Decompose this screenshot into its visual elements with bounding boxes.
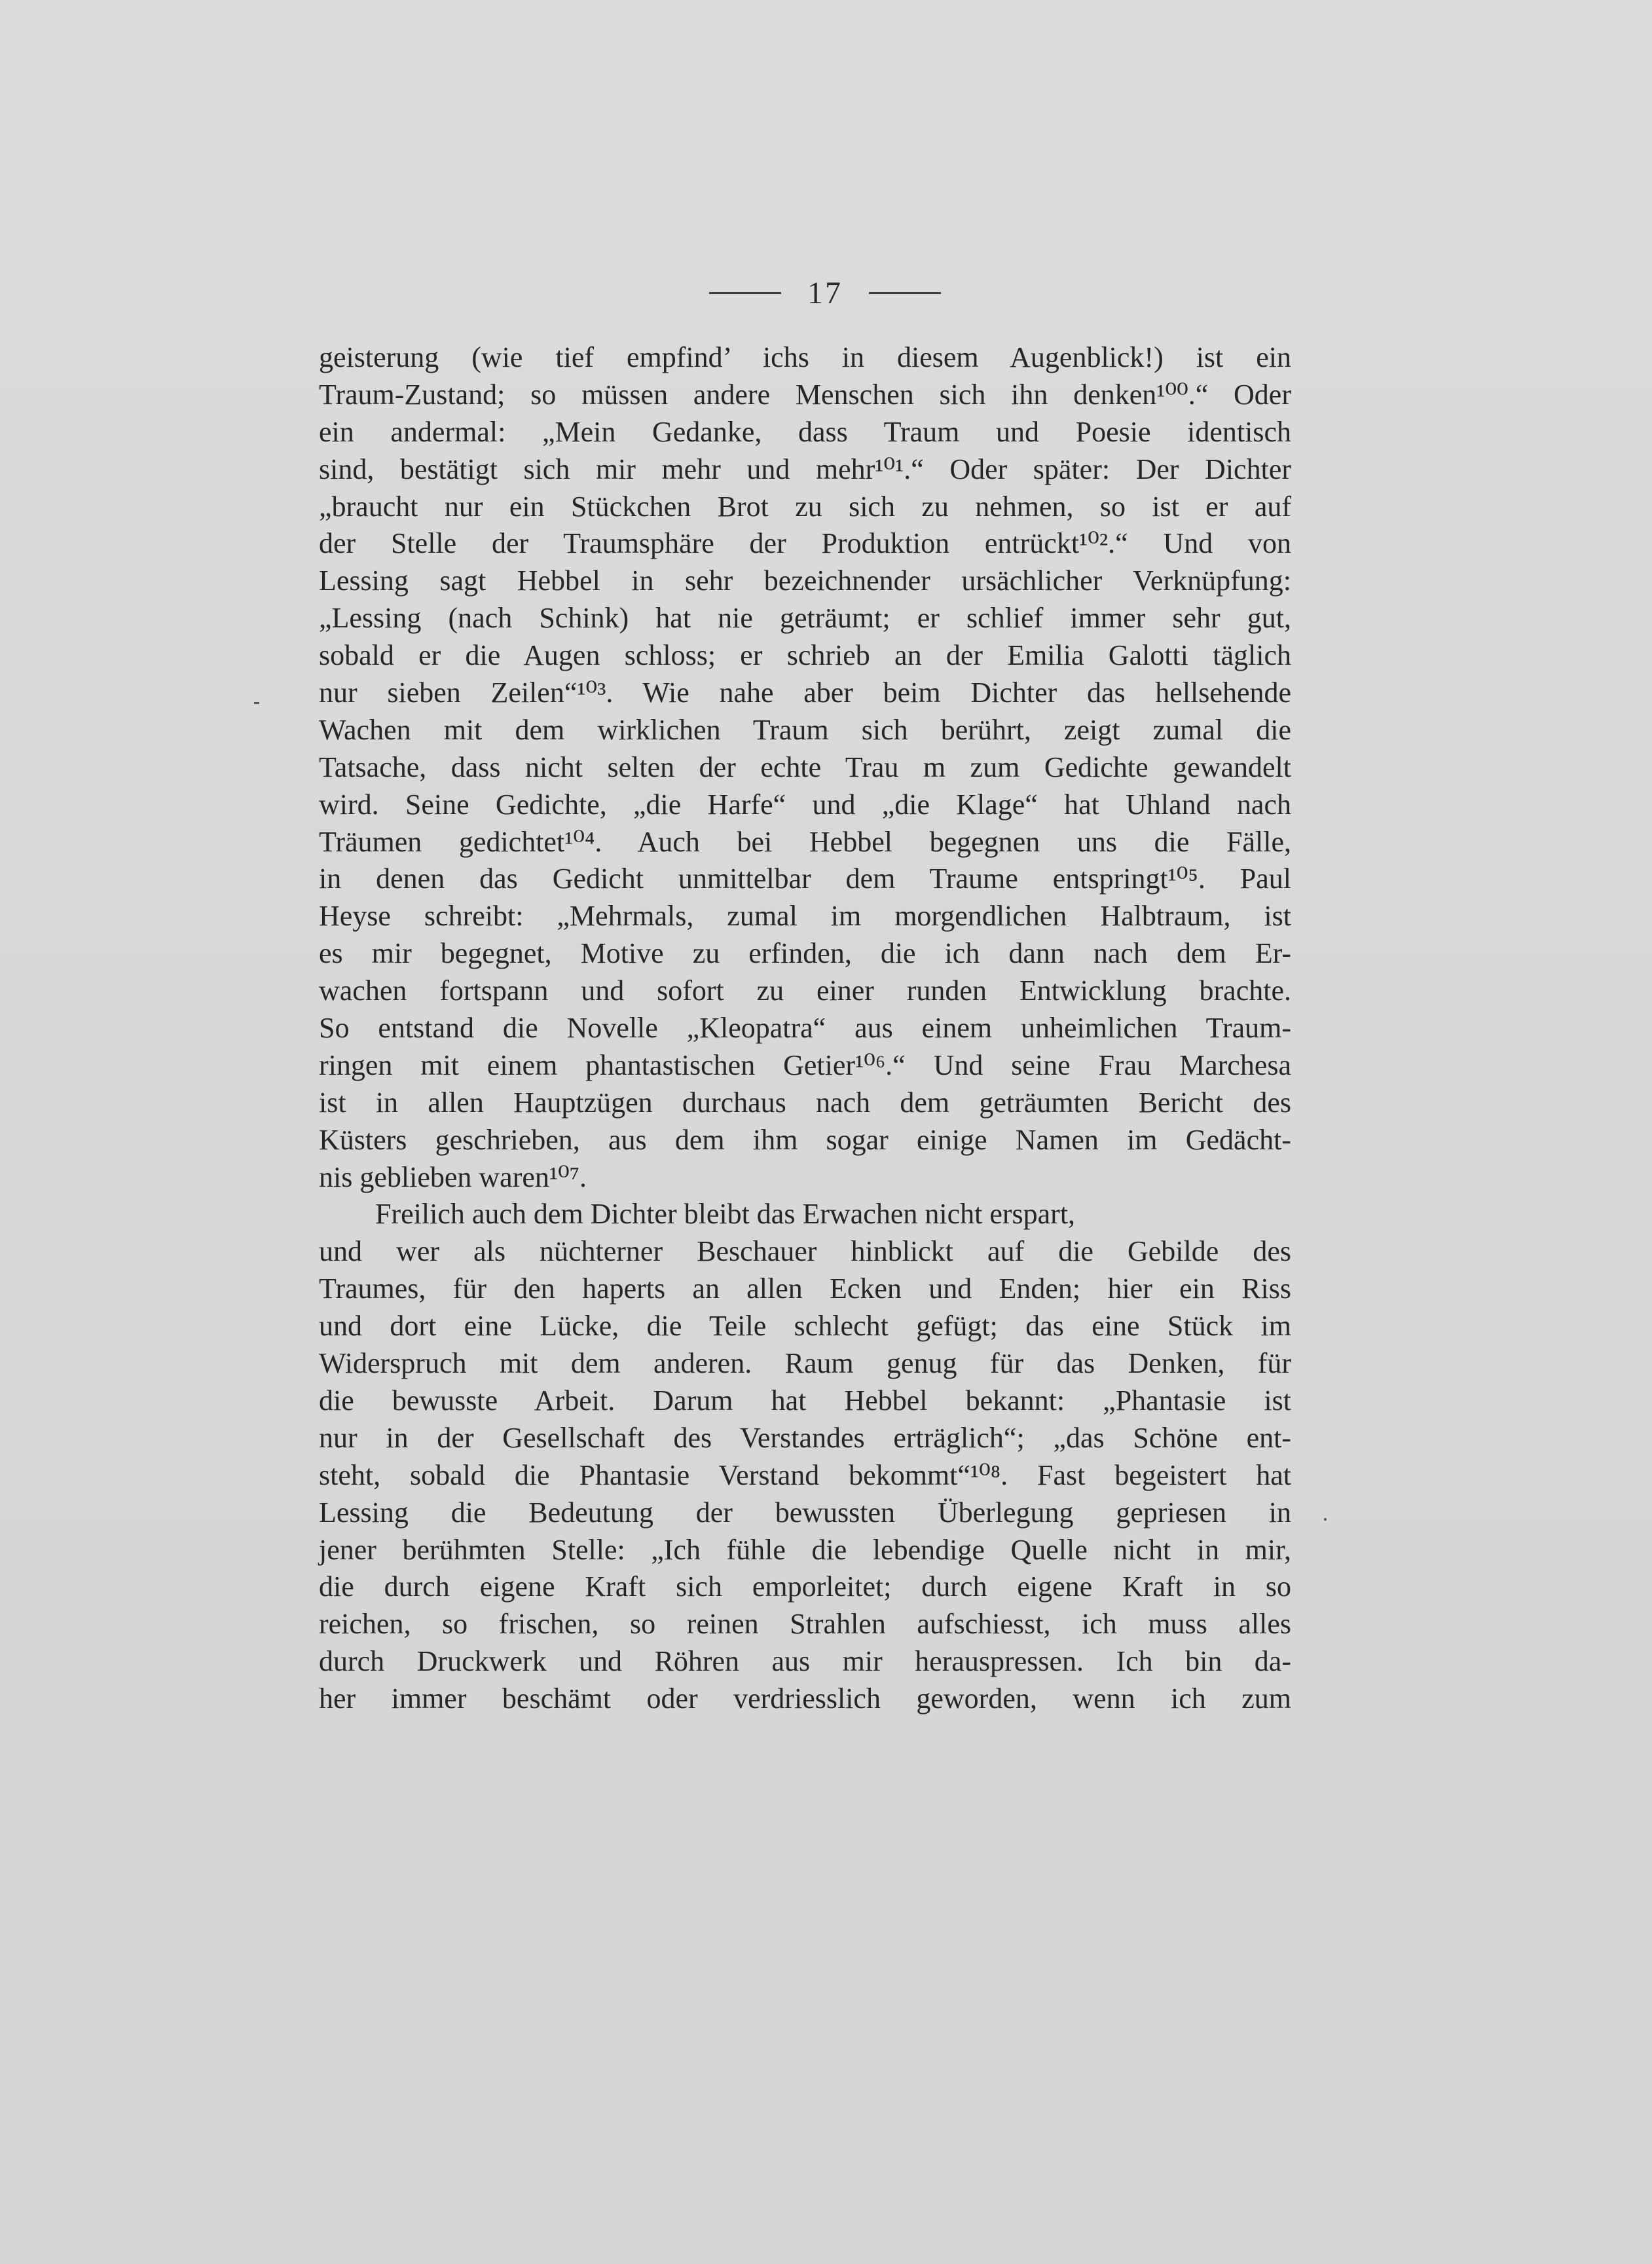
text-line: reichen, so frischen, so reinen Strahlen aufschiesst, ich muss alles [319, 1608, 1291, 1641]
text-line: Traum-Zustand; so müssen andere Menschen sich ihn denken¹⁰⁰.“ Oder [319, 378, 1291, 411]
text-line: „Lessing (nach Schink) hat nie geträumt; er schlief immer sehr gut, [319, 602, 1291, 635]
page-number: 17 [807, 275, 843, 310]
text-line: Tatsache, dass nicht selten der echte Trau m zum Gedichte gewandelt [319, 751, 1291, 783]
body-text [319, 339, 1291, 1718]
text-line: Lessing die Bedeutung der bewussten Überlegung gepriesen in [319, 1496, 1291, 1529]
text-line: in denen das Gedicht unmittelbar dem Traume entspringt¹⁰⁵. Paul [319, 863, 1291, 895]
text-line: Freilich auch dem Dichter bleibt das Erwachen nicht erspart, [375, 1198, 1076, 1231]
text-line: es mir begegnet, Motive zu erfinden, die ich dann nach dem Er- [319, 937, 1291, 970]
text-line: wird. Seine Gedichte, „die Harfe“ und „die Klage“ hat Uhland nach [319, 788, 1291, 821]
text-line: Wachen mit dem wirklichen Traum sich berührt, zeigt zumal die [319, 713, 1291, 746]
text-line: sind, bestätigt sich mir mehr und mehr¹⁰¹.“ Oder später: Der Dichter [319, 453, 1291, 485]
text-line: Heyse schreibt: „Mehrmals, zumal im morgendlichen Halbtraum, ist [319, 900, 1291, 933]
text-line: steht, sobald die Phantasie Verstand bekommt“¹⁰⁸. Fast begeistert hat [319, 1458, 1291, 1491]
text-line: Lessing sagt Hebbel in sehr bezeichnender ursächlicher Verknüpfung: [319, 565, 1291, 597]
text-line: wachen fortspann und sofort zu einer runden Entwicklung brachte. [319, 974, 1291, 1007]
text-line: ringen mit einem phantastischen Getier¹⁰⁶.“ Und seine Frau Marchesa [319, 1048, 1291, 1081]
text-line: die durch eigene Kraft sich emporleitet; durch eigene Kraft in so [319, 1570, 1291, 1603]
header-rule-right [869, 292, 941, 294]
text-line: durch Druckwerk und Röhren aus mir herauspressen. Ich bin da- [319, 1645, 1291, 1678]
text-line: nur sieben Zeilen“¹⁰³. Wie nahe aber beim Dichter das hellsehende [319, 677, 1291, 709]
text-line: und dort eine Lücke, die Teile schlecht gefügt; das eine Stück im [319, 1310, 1291, 1343]
text-line: „braucht nur ein Stückchen Brot zu sich zu nehmen, so ist er auf [319, 490, 1291, 523]
text-line: Küsters geschrieben, aus dem ihm sogar einige Namen im Gedächt- [319, 1123, 1291, 1156]
text-line: sobald er die Augen schloss; er schrieb an der Emilia Galotti täglich [319, 639, 1291, 672]
stray-mark [254, 702, 259, 704]
text-line: jener berühmten Stelle: „Ich fühle die lebendige Quelle nicht in mir, [319, 1533, 1291, 1566]
text-line: So entstand die Novelle „Kleopatra“ aus einem unheimlichen Traum- [319, 1012, 1291, 1045]
text-line: Widerspruch mit dem anderen. Raum genug für das Denken, für [319, 1347, 1291, 1380]
text-line: ein andermal: „Mein Gedanke, dass Traum und Poesie identisch [319, 415, 1291, 448]
text-line: der Stelle der Traumsphäre der Produktion entrückt¹⁰².“ Und von [319, 527, 1291, 560]
text-line: ist in allen Hauptzügen durchaus nach dem geträumten Bericht des [319, 1086, 1291, 1119]
text-line: die bewusste Arbeit. Darum hat Hebbel bekannt: „Phantasie ist [319, 1384, 1291, 1417]
stray-mark [1324, 1518, 1327, 1521]
text-line: nis geblieben waren¹⁰⁷. [319, 1160, 587, 1193]
text-line: her immer beschämt oder verdriesslich geworden, wenn ich zum [319, 1682, 1291, 1715]
header-rule-left [709, 292, 781, 294]
text-line: geisterung (wie tief empfind’ ichs in diesem Augenblick!) ist ein [319, 341, 1291, 373]
text-line: nur in der Gesellschaft des Verstandes erträglich“; „das Schöne ent- [319, 1421, 1291, 1454]
text-line: Träumen gedichtet¹⁰⁴. Auch bei Hebbel begegnen uns die Fälle, [319, 825, 1291, 858]
text-line: Traumes, für den haperts an allen Ecken und Enden; hier ein Riss [319, 1272, 1291, 1305]
page-header [681, 270, 969, 316]
text-line: und wer als nüchterner Beschauer hinblickt auf die Gebilde des [319, 1235, 1291, 1268]
